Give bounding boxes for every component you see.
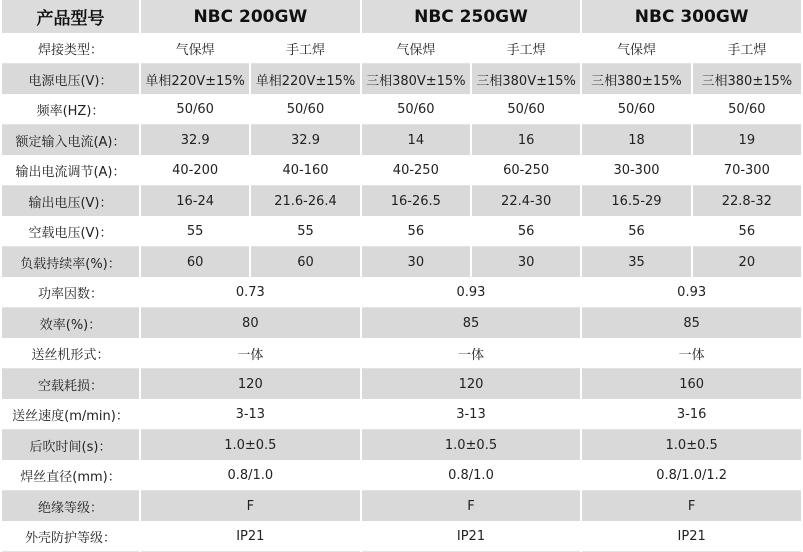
spec-value: 1.0±0.5 <box>141 430 360 460</box>
spec-value: 85 <box>582 308 801 338</box>
spec-label: 效率(%)： <box>2 308 139 338</box>
spec-row <box>2 521 801 552</box>
spec-value: 30 <box>362 247 470 277</box>
spec-row <box>2 430 801 460</box>
spec-label: 负载持续率(%)： <box>2 247 139 277</box>
model-header-1: NBC 200GW <box>141 0 360 33</box>
spec-row <box>2 33 801 64</box>
spec-value: 0.93 <box>362 277 581 308</box>
spec-value: 气保焊 <box>582 33 690 64</box>
spec-value: 三相380±15% <box>582 64 690 94</box>
spec-value: 3-16 <box>582 399 801 430</box>
spec-value: 3-13 <box>141 399 360 430</box>
spec-value: 70-300 <box>693 155 801 186</box>
spec-value: 0.8/1.0 <box>141 460 360 491</box>
spec-value: 18 <box>582 125 690 155</box>
spec-row <box>2 308 801 338</box>
spec-label: 频率(HZ)： <box>2 94 139 125</box>
spec-value: 三相380V±15% <box>472 64 580 94</box>
spec-row <box>2 338 801 369</box>
spec-value: 0.73 <box>141 277 360 308</box>
spec-value: 56 <box>362 216 470 247</box>
spec-value: 60 <box>251 247 359 277</box>
spec-label: 送丝机形式： <box>2 338 139 369</box>
spec-value: 56 <box>472 216 580 247</box>
spec-value: 单相220V±15% <box>141 64 249 94</box>
spec-value: 120 <box>362 369 581 399</box>
spec-value: 80 <box>141 308 360 338</box>
spec-value: 40-160 <box>251 155 359 186</box>
spec-row <box>2 125 801 155</box>
spec-value: 1.0±0.5 <box>362 430 581 460</box>
spec-value: 手工焊 <box>251 33 359 64</box>
spec-row <box>2 155 801 186</box>
spec-value: 32.9 <box>251 125 359 155</box>
spec-value: 35 <box>582 247 690 277</box>
spec-value: 40-200 <box>141 155 249 186</box>
spec-value: 30-300 <box>582 155 690 186</box>
spec-row <box>2 460 801 491</box>
spec-label: 功率因数： <box>2 277 139 308</box>
spec-label: 额定输入电流(A)： <box>2 125 139 155</box>
spec-label: 空载电压(V)： <box>2 216 139 247</box>
spec-value: 3-13 <box>362 399 581 430</box>
spec-value: 60 <box>141 247 249 277</box>
spec-value: 50/60 <box>693 94 801 125</box>
spec-value: 55 <box>251 216 359 247</box>
spec-label: 后吹时间(s)： <box>2 430 139 460</box>
spec-label: 绝缘等级： <box>2 491 139 521</box>
spec-table-body <box>2 0 801 552</box>
spec-value: 16.5-29 <box>582 186 690 216</box>
spec-value: 0.8/1.0 <box>362 460 581 491</box>
spec-value: 16 <box>472 125 580 155</box>
spec-row <box>2 216 801 247</box>
spec-value: 手工焊 <box>693 33 801 64</box>
spec-value: 22.4-30 <box>472 186 580 216</box>
spec-value: 0.8/1.0/1.2 <box>582 460 801 491</box>
spec-label: 送丝速度(m/min)： <box>2 399 139 430</box>
spec-value: 120 <box>141 369 360 399</box>
spec-value: F <box>582 491 801 521</box>
spec-value: 85 <box>362 308 581 338</box>
spec-value: F <box>362 491 581 521</box>
spec-row <box>2 94 801 125</box>
spec-value: 160 <box>582 369 801 399</box>
model-header-2: NBC 250GW <box>362 0 581 33</box>
spec-value: 气保焊 <box>362 33 470 64</box>
spec-value: IP21 <box>362 521 581 552</box>
spec-value: 20 <box>693 247 801 277</box>
spec-row <box>2 399 801 430</box>
spec-value: IP21 <box>582 521 801 552</box>
spec-value: 21.6-26.4 <box>251 186 359 216</box>
spec-value: 60-250 <box>472 155 580 186</box>
spec-row <box>2 369 801 399</box>
spec-value: 三相380V±15% <box>362 64 470 94</box>
spec-value: 手工焊 <box>472 33 580 64</box>
spec-value: 14 <box>362 125 470 155</box>
spec-label: 输出电流调节(A)： <box>2 155 139 186</box>
spec-value: 56 <box>693 216 801 247</box>
spec-value: 16-26.5 <box>362 186 470 216</box>
spec-label: 空载耗损： <box>2 369 139 399</box>
spec-row <box>2 277 801 308</box>
spec-value: 气保焊 <box>141 33 249 64</box>
spec-row <box>2 186 801 216</box>
spec-value: IP21 <box>141 521 360 552</box>
spec-value: 32.9 <box>141 125 249 155</box>
spec-value: 0.93 <box>582 277 801 308</box>
spec-value: 一体 <box>362 338 581 369</box>
spec-value: 50/60 <box>362 94 470 125</box>
spec-value: 一体 <box>141 338 360 369</box>
header-row <box>2 0 801 33</box>
spec-value: 50/60 <box>141 94 249 125</box>
spec-value: F <box>141 491 360 521</box>
spec-value: 单相220V±15% <box>251 64 359 94</box>
spec-value: 50/60 <box>251 94 359 125</box>
spec-row <box>2 64 801 94</box>
spec-value: 22.8-32 <box>693 186 801 216</box>
spec-value: 55 <box>141 216 249 247</box>
spec-label: 输出电压(V)： <box>2 186 139 216</box>
spec-label: 外壳防护等级： <box>2 521 139 552</box>
spec-value: 1.0±0.5 <box>582 430 801 460</box>
spec-label: 电源电压(V)： <box>2 64 139 94</box>
spec-value: 一体 <box>582 338 801 369</box>
spec-value: 50/60 <box>472 94 580 125</box>
spec-row <box>2 491 801 521</box>
spec-value: 三相380±15% <box>693 64 801 94</box>
spec-value: 19 <box>693 125 801 155</box>
spec-label: 焊丝直径(mm)： <box>2 460 139 491</box>
spec-value: 40-250 <box>362 155 470 186</box>
spec-row <box>2 247 801 277</box>
product-model-label: 产品型号 <box>2 0 139 33</box>
model-header-3: NBC 300GW <box>582 0 801 33</box>
spec-value: 50/60 <box>582 94 690 125</box>
spec-label: 焊接类型： <box>2 33 139 64</box>
spec-value: 56 <box>582 216 690 247</box>
spec-value: 16-24 <box>141 186 249 216</box>
spec-value: 30 <box>472 247 580 277</box>
